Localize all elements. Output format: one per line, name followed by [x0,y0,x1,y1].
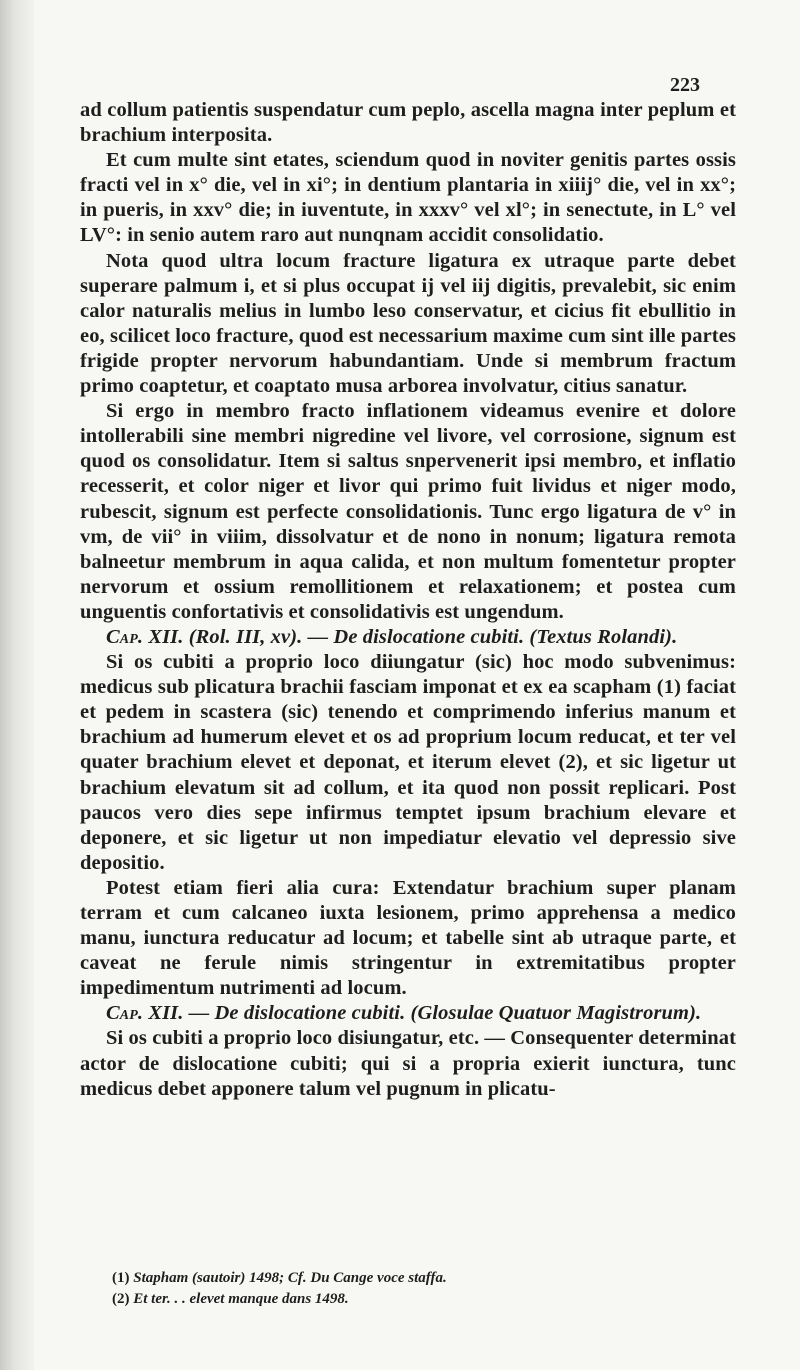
chapter-heading [80,625,736,650]
chapter-title: — De dislocatione cubiti. (Glosulae Quatuor Magistrorum). [183,1002,702,1025]
body-paragraph: Potest etiam fieri alia cura: Extendatur brachium super planam terram et cum calcaneo iuxta lesionem, primo apprehensa a medico manu, iunctura reducatur ad locum; et tabelle sint ab utraque parte, et caveat ne ferule nimis stringentur in extremitatibus propter impedimentum nutrimenti ad locum. [80,876,736,1000]
body-paragraph: ad collum patientis suspendatur cum peplo, ascella magna inter peplum et brachium interposita. [80,99,736,147]
footnote [112,1268,672,1289]
body-paragraph: Si os cubiti a proprio loco disiungatur, etc. — Consequenter determinat actor de dislocatione cubiti; qui si a propria exierit iunctura, tunc medicus debet apponere talum vel pugnum in plicatu- [80,1027,736,1100]
body-text [80,98,736,1102]
chapter-number: Cap. XII. [106,625,184,648]
body-paragraph: Si ergo in membro fracto inflationem videamus evenire et dolore intollerabili sine membri nigredine vel livore, vel corrosione, signum est quod os consolidatur. Item si saltus snpervenerit ipsi membro, et inflatio recesserit, et color niger et livor qui primo fuit lividus et niger modo, rubescit, signum est perfecte consolidationis. Tunc ergo ligatura de v° in vm, de vii° in viiim, dissolvatur et de nono in nonum; ligatura remota balneetur membrum in aqua calida, et non multum fomentetur propter nervorum et ossium remollitionem et relaxationem; et postea cum unguentis confortativis et consolidativis est ungendum. [80,400,736,623]
body-paragraph: Nota quod ultra locum fracture ligatura ex utraque parte debet superare palmum i, et si plus occupat ij vel iij digitis, prevalebit, sic enim calor naturalis melius in lumbo leso conservatur, et cicius fit ebullitio in eo, scilicet loco fracture, quod est necessarium maxime cum sint ille partes frigide propter nervorum habundantiam. Unde si membrum fractum primo coaptetur, et coaptato musa arborea involvatur, citius sanatur. [80,249,736,398]
scan-edge-shadow [0,0,34,1370]
chapter-number: Cap. XII. [106,1002,184,1025]
footnote-text: Stapham (sautoir) 1498; Cf. Du Cange voce staffa. [133,1270,447,1286]
body-paragraph: Et cum multe sint etates, sciendum quod in noviter genitis partes ossis fracti vel in x° die, vel in xi°; in dentium plantaria in xiiij° die, vel in xx°; in pueris, in xxv° die; in iuventute, in xxxv° vel xl°; in senectute, in L° vel LV°: in senio autem raro aut nunqnam accidit consolidatio. [80,149,736,247]
body-paragraph: Si os cubiti a proprio loco diiungatur (sic) hoc modo subvenimus: medicus sub plicatura brachii fasciam imponat et ex ea scapham (1) faciat et pedem in scastera (sic) tenendo et comprimendo inferius manum et brachium ad humerum elevet et os ad proprium locum reducat, et ter vel quater brachium elevet et deponat, et iterum elevet (2), et sic ligetur ut brachium elevatum sit ad collum, et ita quod non possit replicari. Post paucos vero dies sepe infirmus temptet ipsum brachium elevare et deponere, et sic ligetur ut non impediatur elevatio vel depressio sive depositio. [80,651,736,874]
book-page [80,72,736,1102]
chapter-title: (Rol. III, xv). — De dislocatione cubiti. (Textus Rolandi). [183,625,678,648]
footnote [112,1289,672,1310]
footnotes [112,1268,672,1310]
page-number: 223 [670,74,700,96]
footnote-text: Et ter. . . elevet manque dans 1498. [133,1291,349,1307]
chapter-heading [80,1001,736,1026]
footnote-mark: (1) [112,1270,130,1286]
footnote-mark: (2) [112,1291,130,1307]
